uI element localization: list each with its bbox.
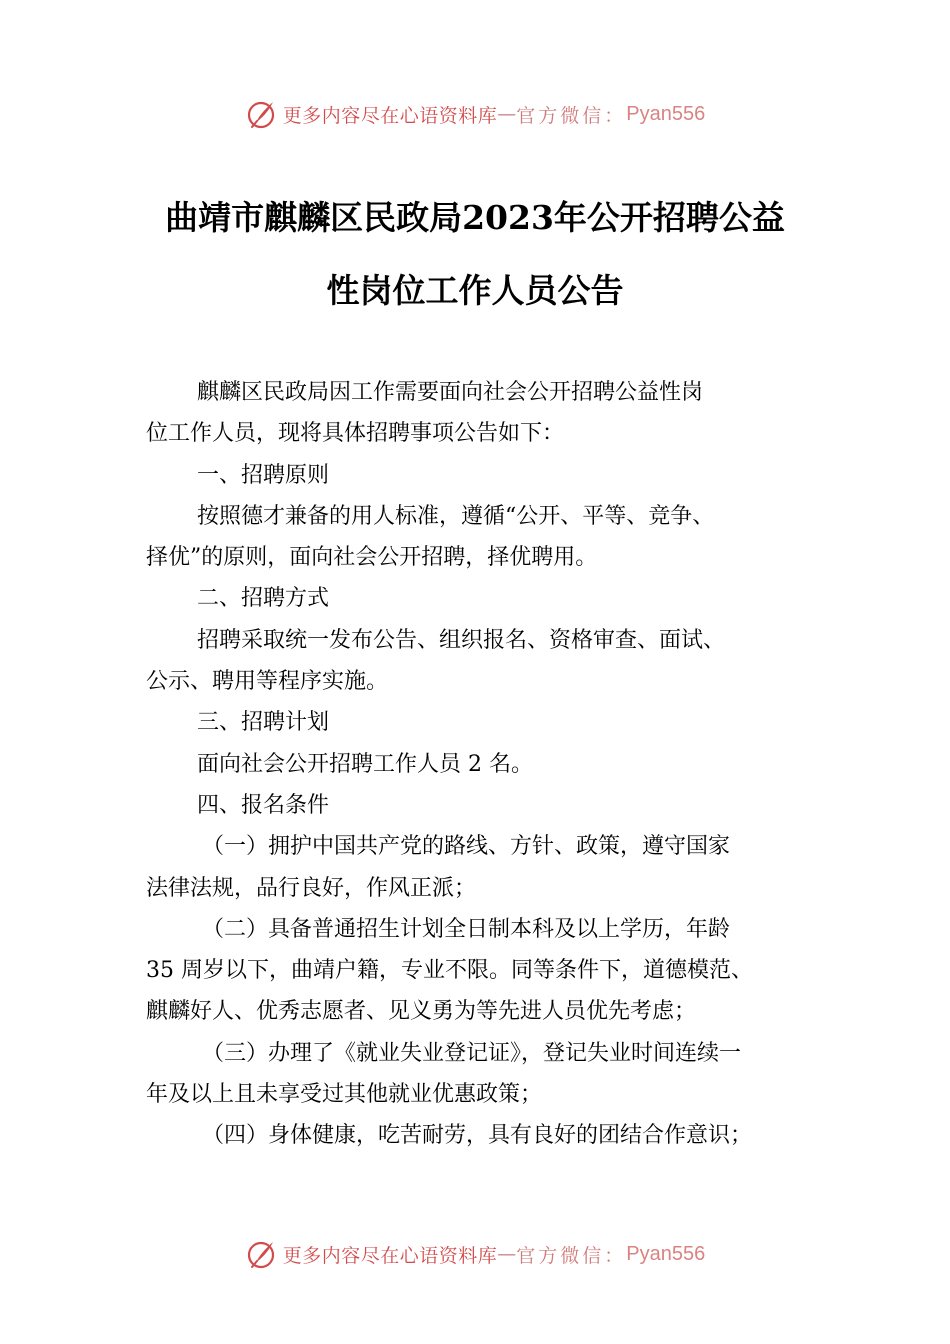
- body-line: 位工作人员，现将具体招聘事项公告如下：: [146, 421, 565, 447]
- watermark-label: 官方微信：: [516, 104, 627, 127]
- watermark-wechat-id: Pyan556: [626, 102, 706, 125]
- watermark-text: 更多内容尽在心语资料库: [282, 1244, 498, 1267]
- watermark-wechat-id: Pyan556: [626, 1242, 706, 1265]
- body-line: 一、招聘原则: [197, 462, 330, 488]
- watermark-header: [0, 96, 950, 132]
- body-line: 面向社会公开招聘工作人员 2 名。: [197, 751, 533, 777]
- body-line: 35 周岁以下，曲靖户籍，专业不限。同等条件下，道德模范、: [146, 958, 753, 984]
- body-line: （四）身体健康，吃苦耐劳，具有良好的团结合作意识；: [202, 1123, 753, 1149]
- body-line: 按照德才兼备的用人标准，遵循“公开、平等、竞争、: [197, 503, 715, 529]
- watermark-footer: [0, 1236, 950, 1272]
- body-line: 麒麟区民政局因工作需要面向社会公开招聘公益性岗: [197, 380, 704, 405]
- body-line: 麒麟好人、优秀志愿者、见义勇为等先进人员优先考虑；: [146, 999, 697, 1025]
- body-line: （二）具备普通招生计划全日制本科及以上学历，年龄: [202, 916, 731, 942]
- watermark-label: 官方微信：: [516, 1244, 627, 1267]
- watermark-separator: —: [497, 1243, 517, 1265]
- document-title-line-2: 性岗位工作人员公告: [326, 271, 624, 310]
- body-line: 三、招聘计划: [197, 710, 330, 736]
- quill-logo-icon: [245, 1238, 277, 1270]
- body-line: （三）办理了《就业失业登记证》，登记失业时间连续一: [202, 1040, 742, 1066]
- body-line: （一）拥护中国共产党的路线、方针、政策，遵守国家: [202, 834, 731, 860]
- document-title-line-1: 曲靖市麒麟区民政局2023年公开招聘公益: [165, 198, 785, 237]
- body-line: 四、报名条件: [197, 792, 330, 818]
- body-line: 公示、聘用等程序实施。: [146, 669, 389, 695]
- body-line: 择优”的原则，面向社会公开招聘，择优聘用。: [146, 545, 598, 571]
- document-body: [146, 372, 826, 1157]
- body-line: 招聘采取统一发布公告、组织报名、资格审查、面试、: [197, 627, 726, 653]
- quill-logo-icon: [245, 98, 277, 130]
- body-line: 二、招聘方式: [197, 586, 330, 612]
- body-line: 法律法规，品行良好，作风正派；: [146, 875, 477, 901]
- watermark-separator: —: [497, 103, 517, 125]
- watermark-text: 更多内容尽在心语资料库: [282, 104, 498, 127]
- body-line: 年及以上且未享受过其他就业优惠政策；: [146, 1082, 543, 1108]
